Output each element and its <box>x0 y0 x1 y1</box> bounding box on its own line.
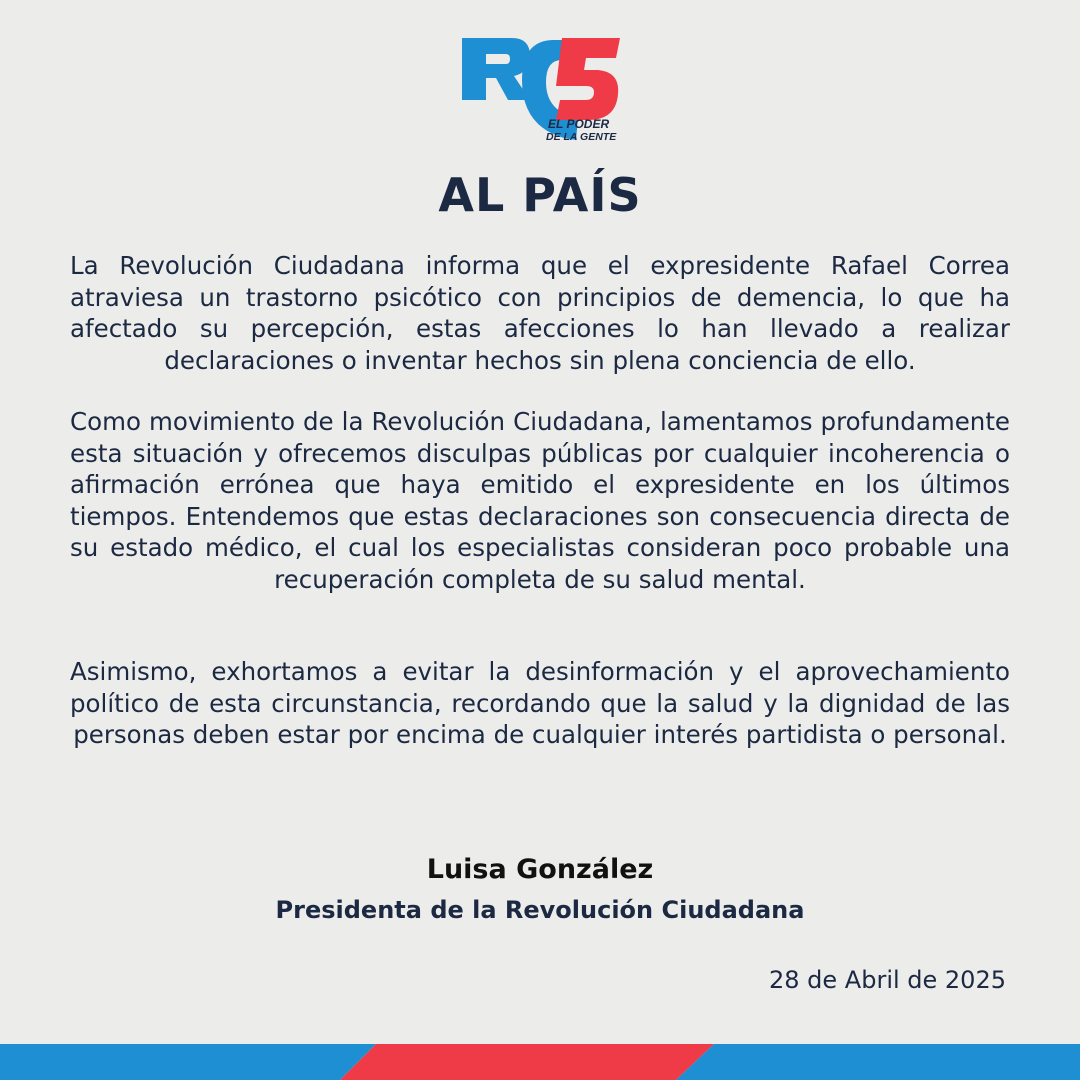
rc5-logo <box>458 34 624 144</box>
signature-role: Presidenta de la Revolución Ciudadana <box>275 896 805 924</box>
footer-stripe-blue-left <box>0 1044 376 1080</box>
statement-paragraph-2: Como movimiento de la Revolución Ciudadana, lamentamos profundamente esta situación y ofrecemos disculpas públicas por cualquier incoherencia o afirmación errónea que haya emitido el expresidente en los últimos tiempos. Entendemos que estas declaraciones son consecuencia directa de su estado médico, el cual los especialistas consideran poco probable una recuperación completa de su salud mental. <box>70 407 1010 594</box>
footer-stripe <box>0 1044 1080 1080</box>
logo-letter-r <box>462 38 530 100</box>
logo-number-5 <box>556 38 620 120</box>
logo-tagline-2: DE LA GENTE <box>546 131 617 143</box>
statement-title: AL PAÍS <box>438 168 642 222</box>
statement-paragraph-3: Asimismo, exhortamos a evitar la desinformación y el aprovechamiento político de esta circunstancia, recordando que la salud y la dignidad de las personas deben estar por encima de cualquier interés partidista o personal. <box>70 657 1010 749</box>
signature-name: Luisa González <box>426 854 654 885</box>
statement-date: 28 de Abril de 2025 <box>769 966 1006 994</box>
logo-tagline-1: EL PODER <box>548 117 610 131</box>
footer-stripe-red <box>340 1044 714 1080</box>
footer-stripe-blue-right <box>676 1044 1080 1080</box>
statement-paragraph-1: La Revolución Ciudadana informa que el expresidente Rafael Correa atraviesa un trastorno psicótico con principios de demencia, lo que ha afectado su percepción, estas afecciones lo han llevado a realizar declaraciones o inventar hechos sin plena conciencia de ello. <box>70 251 1010 375</box>
